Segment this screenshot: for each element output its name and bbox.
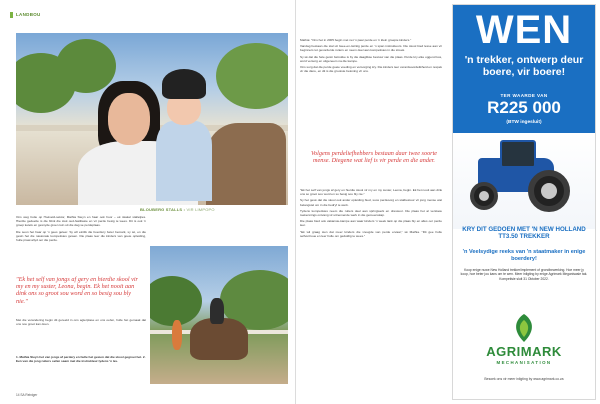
- portrait-photo: [16, 33, 288, 205]
- advert-promo: KRY DIT GEDOEN MET 'N NEW HOLLAND TT3.50 TREKKER: [462, 226, 586, 240]
- agrimark-logo-icon: [509, 312, 539, 344]
- paragraph: "Ek het self van jongs af gery en hierdie skool vir my en my suster, Leona, begin. Ek het nooit aan dink ons so groot sou word en so besig sou bly nie.": [300, 188, 442, 197]
- paragraph: Die plaas bied ook vakansie-kampe aan waar kinders 'n week lank op die plaas bly en alles oor perde leer.: [300, 219, 442, 228]
- advert-footer-link[interactable]: Besoek ons vir meer inligting by www.agrimark.co.za: [484, 377, 564, 381]
- page-folio: 14 SA Reiniger: [16, 393, 38, 397]
- instructor-figure: [172, 320, 182, 350]
- paragraph: Sy het gesê dat die skool ook ander opleiding bied, soos perdesorg en stalbestuur vir jong mense wat belangstel om in die bedryf te werk.: [300, 198, 442, 207]
- advert-value-label: TER WAARDE VAN: [500, 93, 548, 98]
- advert-terms: Koop enige nuwe New Holland trekker/implement of grondbewerking. Hoe meer jy koop, hoe beter jou kans om te wen. Meer inligting by enige Agrimark Meganisasie tak. Kompetisie sluit 31 Oktober 2022.: [460, 268, 588, 281]
- advert-brand: AGRIMARK: [486, 344, 562, 359]
- article-column-middle-b: [300, 188, 442, 240]
- pony-figure: [206, 123, 286, 205]
- paragraph: Met die verandering begin dit gereeld in ons agterplase en ons oefen, hulle het gemaak dat ons nou groot kan doen.: [16, 318, 146, 327]
- photo-caption: 1. Mathia Steyn het van jongs af perdery en hulle het gesien dat die skool gegroei het. 2. Een van die jong ruiters oefen saam met die instrukteur tydens 'n les.: [16, 355, 146, 363]
- paragraph: "Ek wil graag sien dat meer kinders die vreugde van perde ervaar," sê Mathia. "Dit gee hulle selfvertroue en leer hulle om geduldig te wees.": [300, 229, 442, 238]
- paragraph: Ons weg buite op Hoëveld-sektor, Mathia Steyn en haar ook hoor – ek skakel stalletjies. Hierdie gedeelte is die blink die stuk oud-fasilitasie en vir perde besig te wees. Dit is ook 'n groep ketels en gesnyde groen tuin uit die dag se perdeplaas.: [16, 215, 146, 228]
- section-title: LANDBOU: [16, 12, 41, 17]
- credit-name: BLOUBERG STALLS: [140, 207, 183, 212]
- article-column-left: [16, 215, 146, 244]
- paragraph: Tydens kompetisies neem die ruiters deel aan springwerk en dressuur. Die plaas het al verskeie toekennings ontvang vir uitnemende werk in die gemeenskap.: [300, 208, 442, 218]
- pull-quote-middle: Volgens perdeliefhebbers bestaan daar twee soorte mense. Diegene wat lief is vir perde en die ander.: [310, 150, 438, 165]
- article-column-middle: [300, 38, 442, 75]
- paragraph: Sy sê dat die hele gesin betrokke is by die daaglikse bestuur van die plaas. Perde kry elke oggend kos, word versorg en uitgeneem na die kampe.: [300, 54, 442, 63]
- article-column-left-b: [16, 318, 146, 328]
- riding-helmet: [162, 69, 206, 99]
- rider-figure: [210, 298, 224, 324]
- paragraph: Die seun het haar op 'n gees geleer. Sy wil eintlik die boerdery beter bemark, sy sê, en die gesin het die nasionale kompetisies gewen. Die plaas leer die kinders van goeie opleiding, hulle praat altyd oor die perde.: [16, 229, 146, 243]
- advert-value: R225 000: [487, 98, 561, 117]
- paragraph: Vandag bestaan die stal uit twee-en-twintig perde en 'n span instrukteurs. Die skool bied lesse aan vir beginners tot gevorderde ruiters en neem deel aan kompetisies in die streek.: [300, 44, 442, 53]
- advert-vat-note: (BTW ingesluit): [506, 120, 542, 125]
- advert-brand-sub: MECHANISATION: [496, 360, 552, 365]
- riding-arena-photo: [150, 246, 288, 384]
- pull-quote-left: "Ek het self van jongs af gery en hierdie skool vir my en my suster, Leona, begin. Ek het nooit aan dink ons so groot sou word en so besig sou bly nie.": [16, 276, 138, 305]
- advert-subheadline: 'n trekker, ontwerp deur boere, vir boere!: [464, 54, 584, 78]
- child-figure: [156, 121, 212, 201]
- photo-credit: [140, 207, 215, 212]
- credit-location: • VIR LIMPOPO: [182, 207, 215, 212]
- advert-promo-sub: 'n Veelsydige reeks van 'n staatmaker in enige boerdery!: [462, 249, 586, 262]
- section-marker: [10, 12, 13, 18]
- paragraph: Mathia: "Ons het in 2005 begin met net 'n paar perde en 'n klein groepie kinders.": [300, 38, 412, 42]
- advert-headline: WEN: [475, 8, 573, 52]
- tractor-cab: [500, 140, 536, 168]
- horse-figure: [190, 318, 248, 360]
- paragraph: Ons sorg dat die perde goeie voeding en versorging kry. Die kinders leer verantwoordelikheid en respek vir die diere, en dit is die grootste beloning vir ons.: [300, 65, 442, 74]
